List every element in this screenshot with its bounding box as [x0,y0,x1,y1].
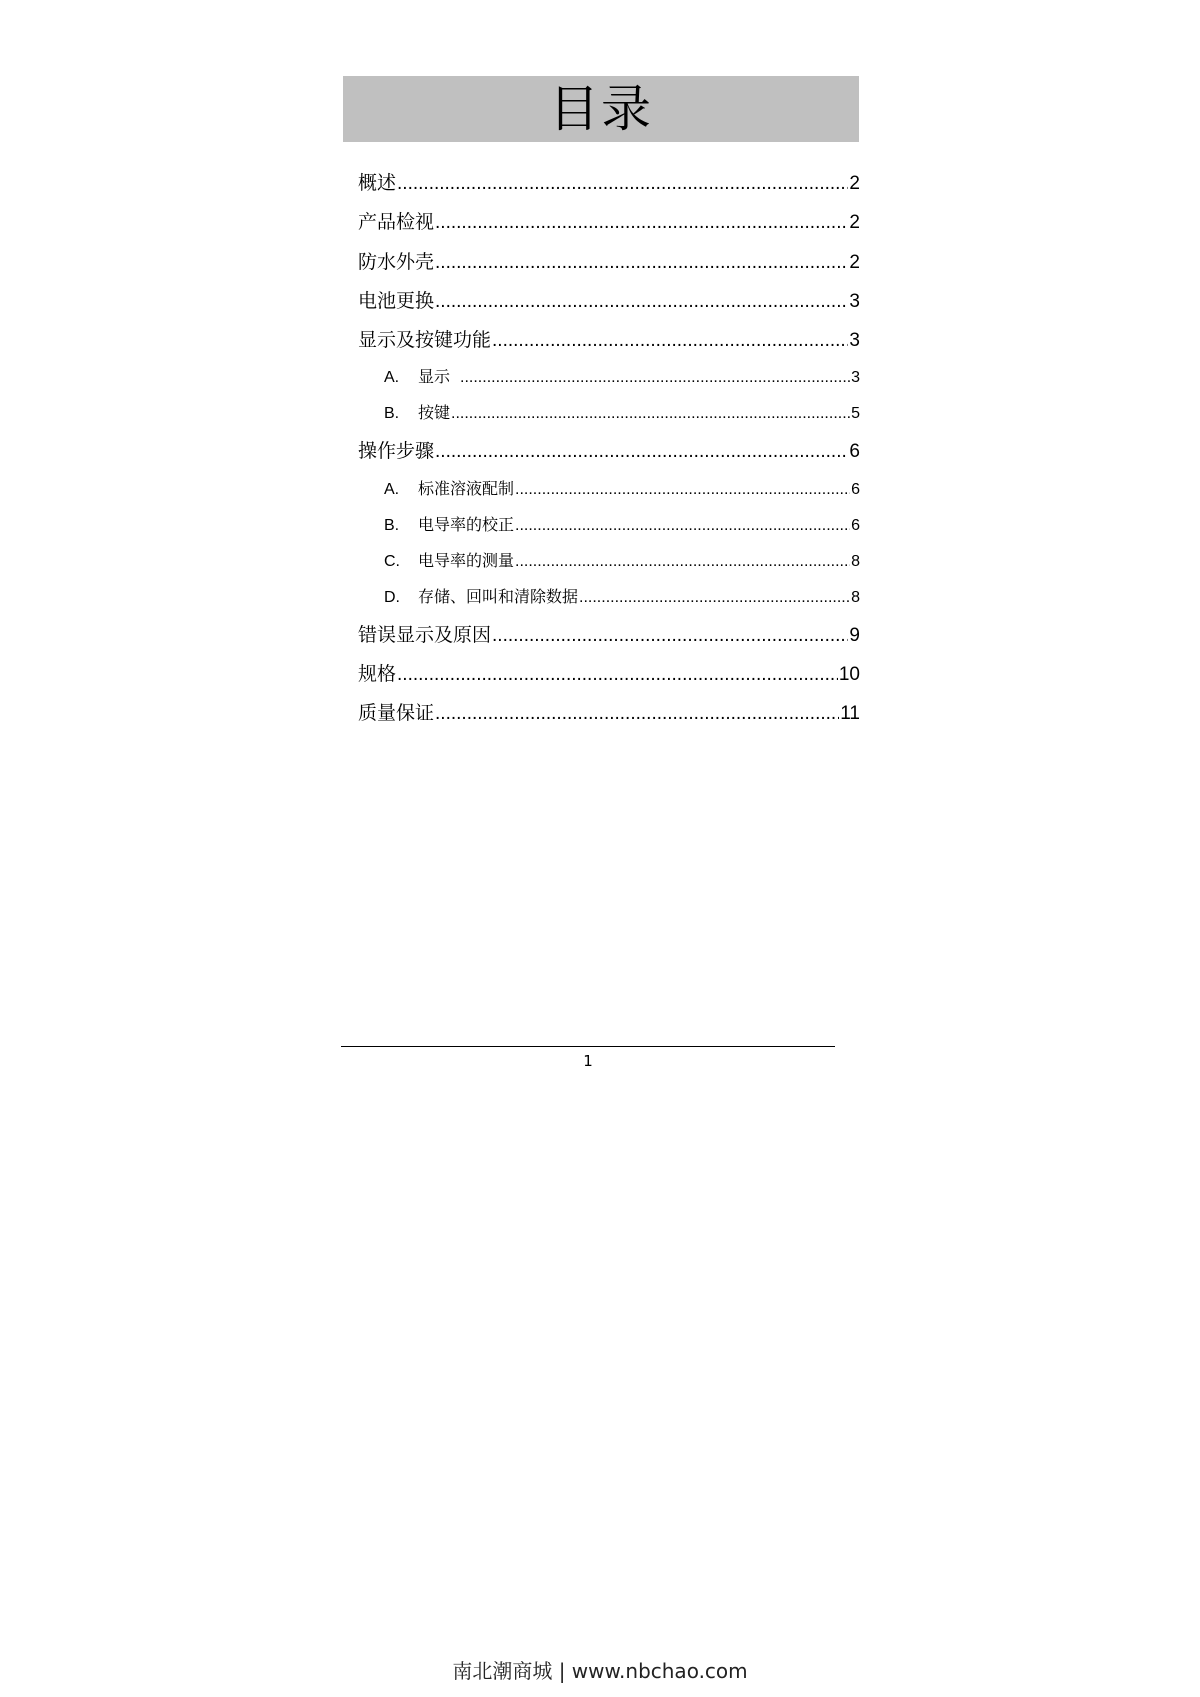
toc-entry-page: 6 [849,441,860,463]
dot-leader [460,360,850,396]
toc-entry-page: 3 [851,369,860,387]
page-title: 目录 [549,80,653,138]
toc-entry-label: 质量保证 [358,703,435,725]
dot-leader [579,580,850,616]
toc-entry-page: 8 [851,588,860,606]
toc-entry-label: 防水外壳 [358,251,435,273]
toc-entry-page: 8 [851,552,860,570]
toc-entry-label: 电导率的测量 [418,552,515,570]
toc-entry-display-and-keys[interactable] [358,321,860,360]
toc-entry-conductivity-measurement[interactable] [358,544,860,580]
toc-entry-label: 操作步骤 [358,441,435,463]
toc-entry-label: 标准溶液配制 [418,480,515,498]
footer-divider [341,1046,835,1047]
dot-leader [515,472,850,508]
toc-entry-prefix: A. [384,480,400,498]
toc-entry-page: 2 [849,251,860,273]
toc-entry-store-recall-clear-data[interactable] [358,580,860,616]
table-of-contents [358,164,860,734]
toc-entry-label: 错误显示及原因 [358,624,492,646]
dot-leader [435,694,839,733]
toc-entry-prefix: B. [384,405,400,423]
toc-entry-label: 显示 [418,369,451,387]
toc-entry-label: 规格 [358,664,397,686]
toc-title-bar [343,76,859,142]
dot-leader [492,616,848,655]
dot-leader [515,508,850,544]
toc-entry-page: 2 [849,212,860,234]
dot-leader [397,164,848,203]
toc-entry-waterproof-housing[interactable] [358,243,860,282]
toc-entry-prefix: B. [384,516,400,534]
toc-entry-overview[interactable] [358,164,860,203]
toc-entry-conductivity-calibration[interactable] [358,508,860,544]
toc-entry-page: 5 [851,405,860,423]
toc-entry-standard-solution[interactable] [358,472,860,508]
toc-entry-page: 3 [849,290,860,312]
toc-entry-specifications[interactable] [358,655,860,694]
dot-leader [451,396,850,432]
toc-entry-page: 2 [849,173,860,194]
toc-entry-operation-steps[interactable] [358,432,860,471]
toc-entry-label: 存储、回叫和清除数据 [418,588,579,606]
watermark-text: 南北潮商城 | www.nbchao.com [452,1659,748,1683]
toc-entry-label: 电池更换 [358,290,435,312]
toc-entry-battery-replacement[interactable] [358,282,860,321]
toc-entry-label: 显示及按键功能 [358,330,492,352]
toc-entry-keys[interactable] [358,396,860,432]
toc-entry-label: 按键 [418,405,451,423]
toc-entry-error-display[interactable] [358,616,860,655]
page-number: 1 [583,1052,593,1070]
dot-leader [435,203,848,242]
toc-entry-label: 电导率的校正 [418,516,515,534]
toc-entry-label: 产品检视 [358,212,435,234]
toc-entry-page: 11 [840,703,860,725]
dot-leader [492,321,848,360]
toc-entry-page: 6 [851,516,860,534]
toc-entry-page: 9 [849,624,860,646]
toc-entry-page: 6 [851,480,860,498]
toc-entry-display[interactable] [358,360,860,396]
toc-entry-prefix: C. [384,552,400,570]
toc-entry-page: 10 [838,664,860,686]
dot-leader [435,432,848,471]
dot-leader [435,243,848,282]
dot-leader [435,282,848,321]
toc-entry-product-inspection[interactable] [358,203,860,242]
dot-leader [397,655,838,694]
toc-entry-warranty[interactable] [358,694,860,733]
toc-entry-prefix: A. [384,369,400,387]
dot-leader [515,544,850,580]
toc-entry-label: 概述 [358,173,397,194]
toc-entry-prefix: D. [384,588,400,606]
toc-entry-page: 3 [849,330,860,352]
